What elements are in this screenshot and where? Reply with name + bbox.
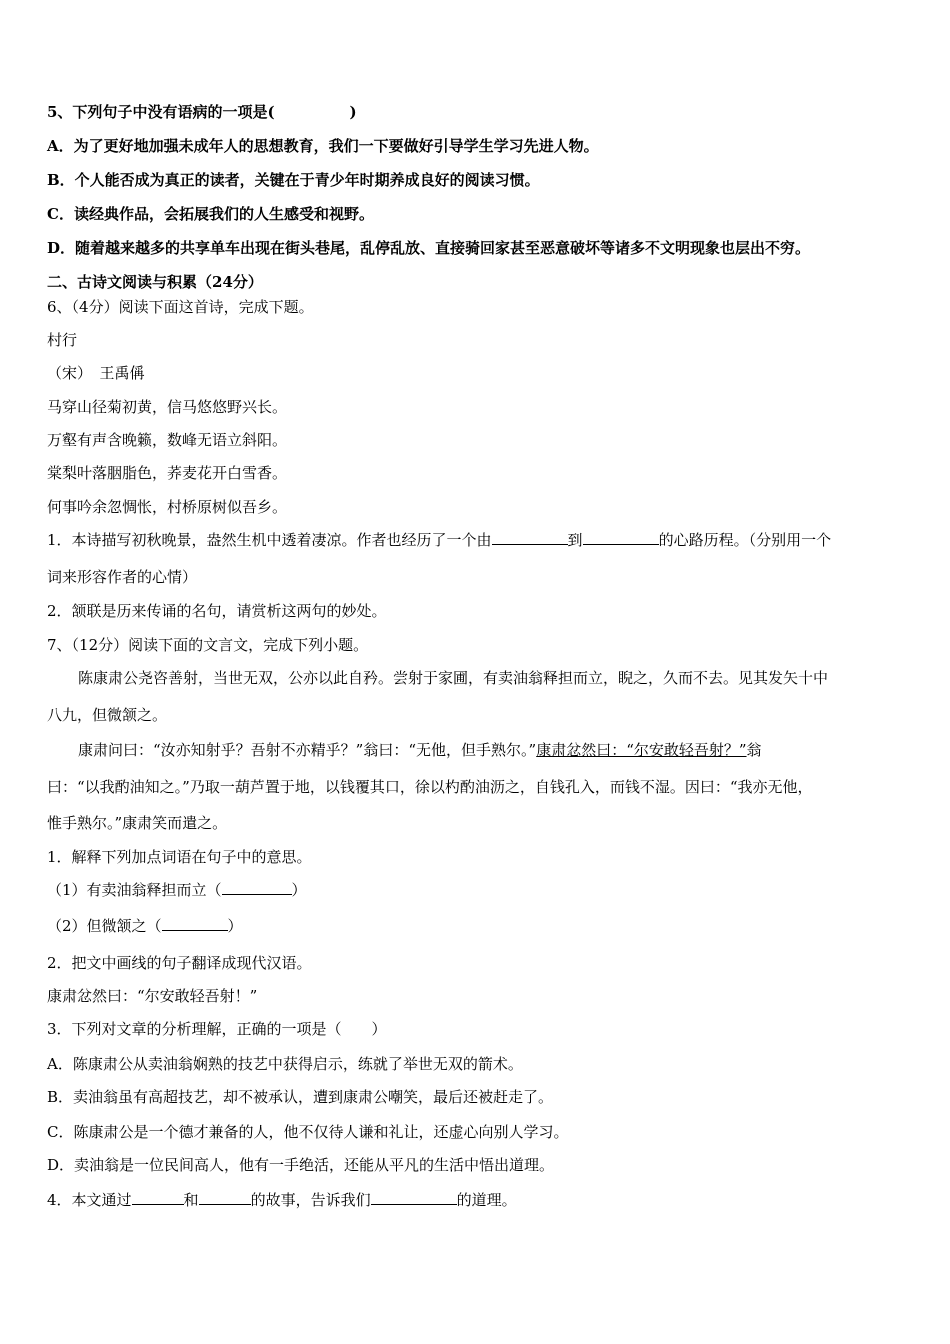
answer-blank[interactable]	[132, 1190, 184, 1205]
poem-line-1: 马穿山径菊初黄，信马悠悠野兴长。	[47, 398, 288, 416]
q6-sub1-cont: 词来形容作者的心情）	[47, 568, 198, 586]
passage-p2-line-2: 曰：“以我酌油知之。”乃取一葫芦置于地，以钱覆其口，徐以杓酌油沥之，自钱孔入，而钱不湿。因曰：“我亦无他，	[47, 778, 813, 796]
q6-sub1-text-b: 到	[567, 531, 583, 549]
item-text: （1）有卖油翁释担而立（	[47, 881, 222, 899]
q7-sub3: 3．下列对文章的分析理解，正确的一项是（ ）	[47, 1020, 387, 1038]
poem-line-3: 棠梨叶落胭脂色，荞麦花开白雪香。	[47, 464, 288, 482]
item-text: 的道理。	[456, 1191, 517, 1209]
passage-text: 康肃问曰：“汝亦知射乎？吾射不亦精乎？”翁曰：“无他，但手熟尔。”	[78, 741, 537, 759]
q6-sub1-text-a: 1．本诗描写初秋晚景，盎然生机中透着凄凉。作者也经历了一个由	[47, 531, 492, 549]
answer-blank[interactable]	[492, 530, 568, 545]
item-text: （2）但微颔之（	[47, 917, 162, 935]
passage-p1-line-2: 八九，但微颔之。	[47, 706, 168, 724]
poem-line-4: 何事吟余忽惆怅，村桥原树似吾乡。	[47, 498, 288, 516]
answer-blank[interactable]	[222, 880, 292, 895]
section-2-heading: 二、古诗文阅读与积累（24分）	[47, 273, 263, 291]
q7-title: 7、（12分）阅读下面的文言文，完成下列小题。	[47, 636, 369, 654]
answer-blank[interactable]	[371, 1190, 457, 1205]
poem-title: 村行	[47, 331, 78, 349]
q7-sub2-quote: 康肃忿然曰：“尔安敢轻吾射！”	[47, 987, 258, 1005]
q7-sub3-option-a: A．陈康肃公从卖油翁娴熟的技艺中获得启示，练就了举世无双的箭术。	[47, 1055, 523, 1073]
poem-line-2: 万壑有声含晚籁，数峰无语立斜阳。	[47, 431, 288, 449]
q6-sub1-text-c: 的心路历程。（分别用一个	[658, 531, 832, 549]
q7-sub1: 1．解释下列加点词语在句子中的意思。	[47, 848, 312, 866]
q7-sub1-item-2	[47, 916, 914, 936]
item-text: ）	[291, 881, 307, 899]
answer-blank[interactable]	[583, 530, 659, 545]
q7-sub4	[47, 1190, 914, 1210]
q5-option-a: A．为了更好地加强未成年人的思想教育，我们一下要做好引导学生学习先进人物。	[47, 137, 599, 155]
q7-sub3-option-b: B．卖油翁虽有高超技艺，却不被承认，遭到康肃公嘲笑，最后还被赶走了。	[47, 1088, 554, 1106]
q7-sub2: 2．把文中画线的句子翻译成现代汉语。	[47, 954, 312, 972]
q5-title: 5、下列句子中没有语病的一项是( )	[47, 103, 357, 121]
q6-sub1	[47, 530, 914, 550]
passage-p2-line-1	[78, 740, 914, 760]
answer-blank[interactable]	[162, 916, 228, 931]
q5-option-c: C．读经典作品，会拓展我们的人生感受和视野。	[47, 205, 374, 223]
item-text: 的故事，告诉我们	[250, 1191, 371, 1209]
passage-p1-line-1: 陈康肃公尧咨善射，当世无双，公亦以此自矜。尝射于家圃，有卖油翁释担而立，睨之，久而不去。见其发矢十中	[78, 669, 829, 687]
q6-sub2: 2．颔联是历来传诵的名句，请赏析这两句的妙处。	[47, 602, 387, 620]
q7-sub3-option-d: D．卖油翁是一位民间高人，他有一手绝活，还能从平凡的生活中悟出道理。	[47, 1156, 555, 1174]
item-text: 4．本文通过	[47, 1191, 132, 1209]
item-text: 和	[183, 1191, 199, 1209]
item-text: ）	[227, 917, 243, 935]
q7-sub1-item-1	[47, 880, 914, 900]
q5-option-d: D．随着越来越多的共享单车出现在街头巷尾，乱停乱放、直接骑回家甚至恶意破坏等诸多不文明现象也层出不穷。	[47, 239, 811, 257]
q6-title: 6、（4分）阅读下面这首诗，完成下题。	[47, 298, 314, 316]
q7-sub3-option-c: C．陈康肃公是一个德才兼备的人，他不仅待人谦和礼让，还虚心向别人学习。	[47, 1123, 569, 1141]
passage-text: 翁	[746, 741, 762, 759]
passage-p2-line-3: 惟手熟尔。”康肃笑而遣之。	[47, 814, 228, 832]
underlined-sentence: 康肃忿然曰：“尔安敢轻吾射？”	[536, 741, 747, 759]
poem-author: （宋） 王禹偁	[47, 364, 145, 382]
answer-blank[interactable]	[199, 1190, 251, 1205]
q5-option-b: B．个人能否成为真正的读者，关键在于青少年时期养成良好的阅读习惯。	[47, 171, 540, 189]
